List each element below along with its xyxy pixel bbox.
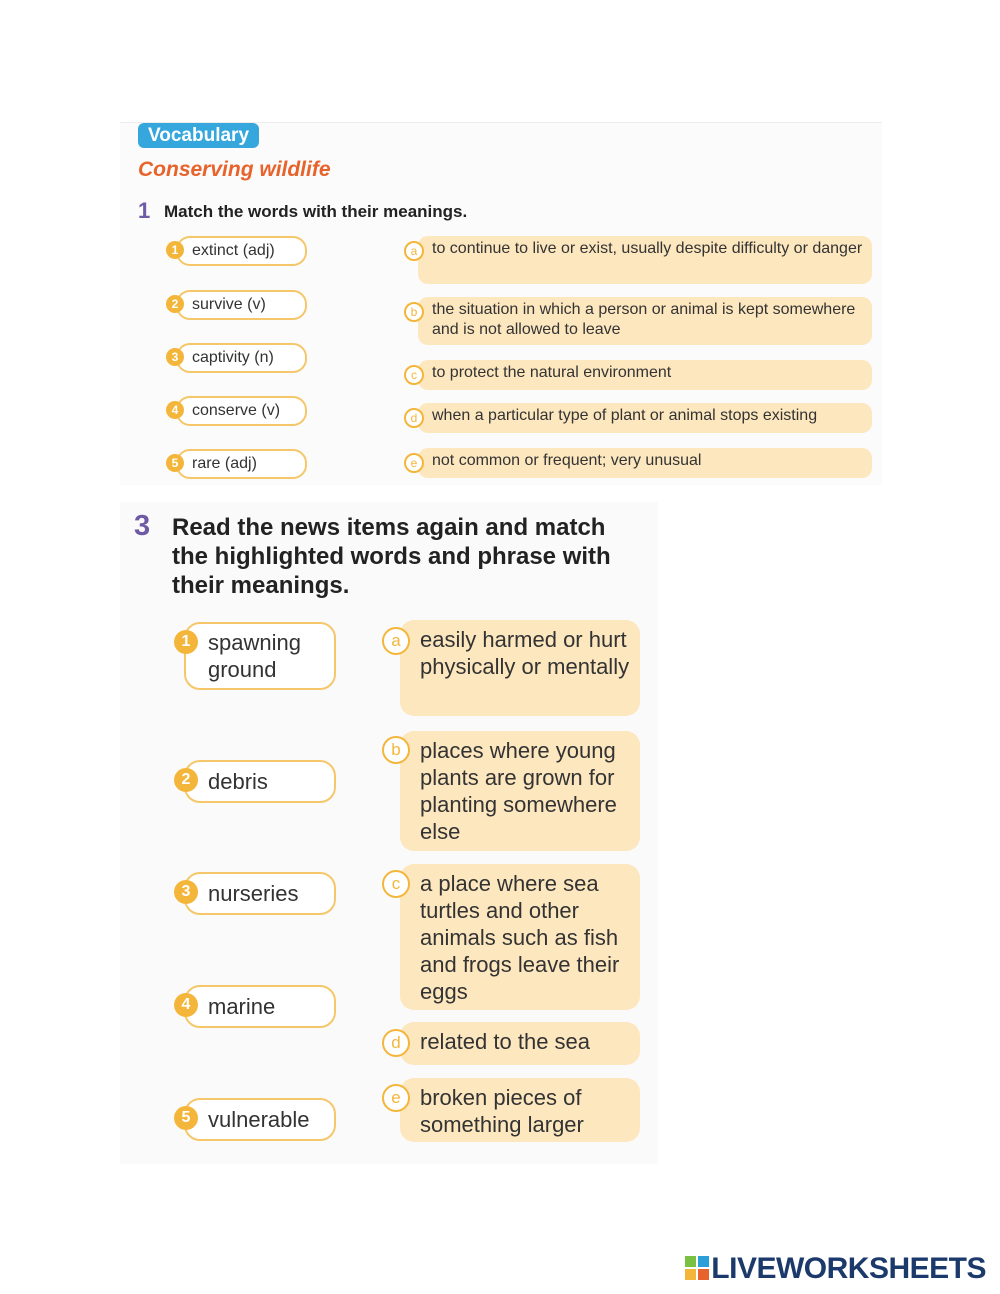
word-text: debris xyxy=(208,769,268,794)
number-badge: 5 xyxy=(166,454,184,472)
meaning-text: places where young plants are grown for planting somewhere else xyxy=(420,738,617,844)
section-title: Conserving wildlife xyxy=(138,158,331,181)
meaning-text: the situation in which a person or animal is kept somewhere and is not allowed to leave xyxy=(432,301,856,338)
meaning-text: broken pieces of something larger xyxy=(420,1085,584,1137)
exercise-number: 3 xyxy=(134,510,151,542)
exercise-number: 1 xyxy=(138,198,151,223)
letter-badge: a xyxy=(404,241,424,261)
letter-badge: e xyxy=(382,1084,410,1112)
number-badge: 4 xyxy=(174,993,198,1017)
letter-badge: b xyxy=(404,302,424,322)
word-box[interactable] xyxy=(184,760,336,803)
meaning-box[interactable] xyxy=(400,1022,640,1065)
word-box[interactable] xyxy=(184,985,336,1028)
number-badge: 2 xyxy=(166,295,184,313)
number-badge: 3 xyxy=(174,880,198,904)
number-badge: 4 xyxy=(166,401,184,419)
meaning-text: not common or frequent; very unusual xyxy=(432,452,702,469)
letter-badge: c xyxy=(404,365,424,385)
word-text: vulnerable xyxy=(208,1107,310,1132)
word-box[interactable] xyxy=(184,872,336,915)
letter-badge: c xyxy=(382,870,410,898)
meaning-text: when a particular type of plant or animal stops existing xyxy=(432,407,818,424)
number-badge: 1 xyxy=(166,241,184,259)
word-text: captivity (n) xyxy=(192,349,274,366)
logo-text: LIVEWORKSHEETS xyxy=(711,1252,986,1285)
number-badge: 2 xyxy=(174,768,198,792)
word-text: conserve (v) xyxy=(192,402,281,419)
exercise-instruction: Match the words with their meanings. xyxy=(164,202,468,221)
meaning-text: to continue to live or exist, usually despite difficulty or danger xyxy=(432,240,863,257)
liveworksheets-logo-icon xyxy=(685,1256,709,1280)
word-box[interactable] xyxy=(184,622,336,690)
meaning-box[interactable] xyxy=(418,403,872,433)
word-box[interactable] xyxy=(176,236,307,266)
word-box[interactable] xyxy=(176,343,307,373)
vocabulary-badge: Vocabulary xyxy=(138,123,259,148)
letter-badge: b xyxy=(382,736,410,764)
number-badge: 5 xyxy=(174,1106,198,1130)
exercise-instruction: Read the news items again and match the highlighted words and phrase with their meanings. xyxy=(172,514,611,599)
meaning-box[interactable] xyxy=(400,620,640,716)
meaning-text: to protect the natural environment xyxy=(432,364,672,381)
meaning-box[interactable] xyxy=(400,1078,640,1142)
word-box[interactable] xyxy=(176,449,307,479)
letter-badge: a xyxy=(382,627,410,655)
word-text: extinct (adj) xyxy=(192,242,275,259)
meaning-box[interactable] xyxy=(418,448,872,478)
meaning-box[interactable] xyxy=(418,236,872,284)
number-badge: 3 xyxy=(166,348,184,366)
word-text: spawning ground xyxy=(208,630,301,682)
letter-badge: e xyxy=(404,453,424,473)
number-badge: 1 xyxy=(174,630,198,654)
letter-badge: d xyxy=(382,1029,410,1057)
meaning-text: related to the sea xyxy=(420,1029,591,1054)
word-box[interactable] xyxy=(176,396,307,426)
letter-badge: d xyxy=(404,408,424,428)
word-text: nurseries xyxy=(208,881,299,906)
word-box[interactable] xyxy=(184,1098,336,1141)
meaning-text: easily harmed or hurt physically or mentally xyxy=(420,627,630,679)
meaning-text: a place where sea turtles and other animals such as fish and frogs leave their eggs xyxy=(420,871,620,1004)
meaning-box[interactable] xyxy=(400,731,640,851)
word-text: marine xyxy=(208,994,276,1019)
word-box[interactable] xyxy=(176,290,307,320)
meaning-box[interactable] xyxy=(418,360,872,390)
word-text: rare (adj) xyxy=(192,455,257,472)
meaning-box[interactable] xyxy=(418,297,872,345)
liveworksheets-logo[interactable] xyxy=(685,1252,986,1286)
meaning-box[interactable] xyxy=(400,864,640,1010)
word-text: survive (v) xyxy=(192,296,266,313)
